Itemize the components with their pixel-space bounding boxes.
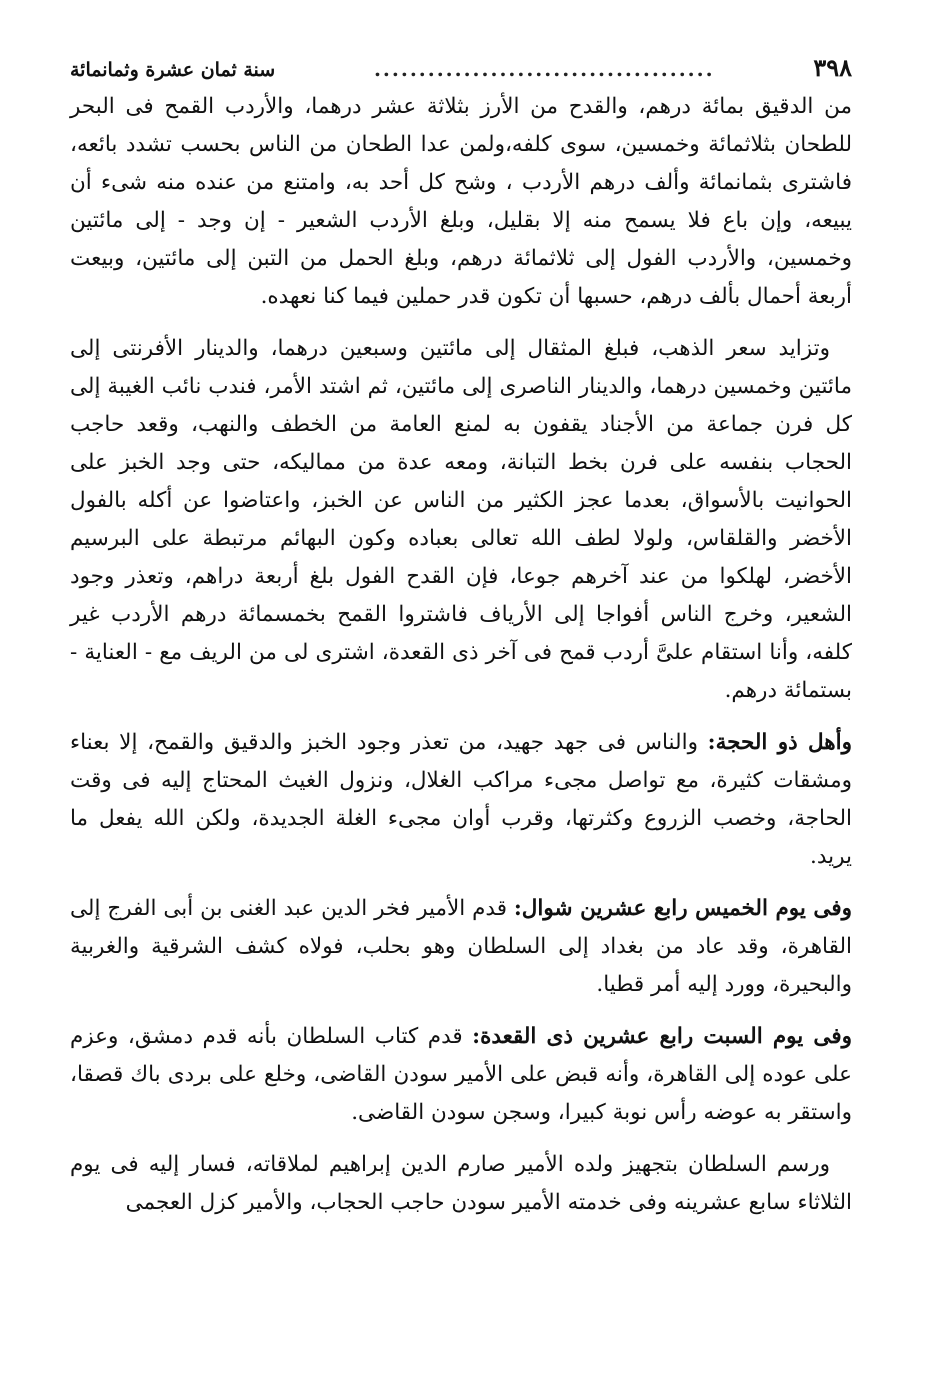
paragraph-text: والناس فى جهد جهيد، من تعذر وجود الخبز والدقيق والقمح، إلا بعناء ومشقات كثيرة، مع تواصل مجىء مراكب الغلال، ونزول الغيث المحتاج إليه فى وقت الحاجة، وخصب الزروع وكثرتها، وقرب أوان مجىء الغلة الجديدة، ولكن الله يفعل ما يريد. xyxy=(70,730,852,869)
paragraph-lead: وفى يوم الخميس رابع عشرين شوال: xyxy=(513,896,852,921)
paragraph-lead: وأهل ذو الحجة: xyxy=(707,730,852,755)
page-number: ٣٩٨ xyxy=(813,53,852,82)
paragraph-saturday-dhu-al-qada xyxy=(70,1018,852,1132)
paragraph-sultan-decree xyxy=(70,1146,852,1222)
paragraph-text: قدم الأمير فخر الدين عبد الغنى بن أبى الفرج إلى القاهرة، وقد عاد من بغداد إلى السلطان وهو بحلب، فولاه كشف الشرقية والغربية والبحيرة، وورد إليه أمر قطيا. xyxy=(70,896,852,997)
running-header xyxy=(70,48,852,88)
paragraph-text: قدم كتاب السلطان بأنه قدم دمشق، وعزم على عوده إلى القاهرة، وأنه قبض على الأمير سودن القاضى، وخلع على بردى باك قصقا، واستقر به عوضه رأس نوبة كبيرا، وسجن سودن القاضى. xyxy=(70,1024,852,1125)
paragraph-text: ورسم السلطان بتجهيز ولده الأمير صارم الدين إبراهيم لملاقاته، فسار إليه فى يوم الثلاثاء سابع عشرينه وفى خدمته الأمير سودن حاجب الحجاب، والأمير كزل العجمى xyxy=(70,1152,852,1215)
body-text xyxy=(70,88,852,1222)
book-page xyxy=(70,48,852,1236)
running-title: سنة ثمان عشرة وثمانمائة xyxy=(70,59,276,81)
paragraph-dhu-al-hijja xyxy=(70,724,852,876)
paragraph-flour-prices xyxy=(70,88,852,316)
paragraph-lead: وفى يوم السبت رابع عشرين ذى القعدة: xyxy=(472,1024,852,1049)
paragraph-thursday-shawwal xyxy=(70,890,852,1004)
paragraph-text: من الدقيق بمائة درهم، والقدح من الأرز بثلاثة عشر درهما، والأردب القمح فى البحر للطحان بثلاثمائة وخمسين، سوى كلفه،ولمن عدا الطحان من الناس بحسب تشدد بائعه، فاشترى بثمانمائة وألف درهم الأردب ، وشح كل أحد به، وامتنع من عنده منه شىء أن يبيعه، وإن باع فلا يسمح منه إلا بقليل، وبلغ الأردب الشعير - إن وجد - إلى مائتين وخمسين، والأردب الفول إلى ثلاثمائة درهم، وبلغ الحمل من التبن إلى مائتين، وبيعت أربعة أحمال بألف درهم، حسبها أن تكون قدر حملين فيما كنا نعهده. xyxy=(70,94,852,309)
paragraph-text: وتزايد سعر الذهب، فبلغ المثقال إلى مائتين وسبعين درهما، والدينار الأفرنتى إلى مائتين وخمسين درهما، والدينار الناصرى إلى مائتين، ثم اشتد الأمر، فندب نائب الغيبة إلى كل فرن جماعة من الأجناد يقفون به لمنع العامة من الخطف والنهب، وقعد حاجب الحجاب بنفسه على فرن بخط التبانة، ومعه عدة من مماليكه، حتى وجد الخبز على الحوانيت بالأسواق، بعدما عجز الكثير من الناس عن الخبز، واعتاضوا عن أكله بالفول الأخضر والقلقاس، ولولا لطف الله تعالى بعباده وكون البهائم مرتبطة على البرسيم الأخضر، لهلكوا من عند آخرهم جوعا، فإن القدح الفول بلغ أربعة دراهم، وتعذر وجود الشعير، وخرج الناس أفواجا إلى الأرياف فاشتروا القمح بخمسمائة درهم الأردب غير كلفه، وأنا استقام علىَّ أردب قمح فى آخر ذى القعدة، اشترى لى من الريف مع - العناية - بستمائة درهم. xyxy=(70,336,852,703)
header-dot-leader: ...................................... xyxy=(373,57,715,81)
paragraph-gold-prices xyxy=(70,330,852,710)
